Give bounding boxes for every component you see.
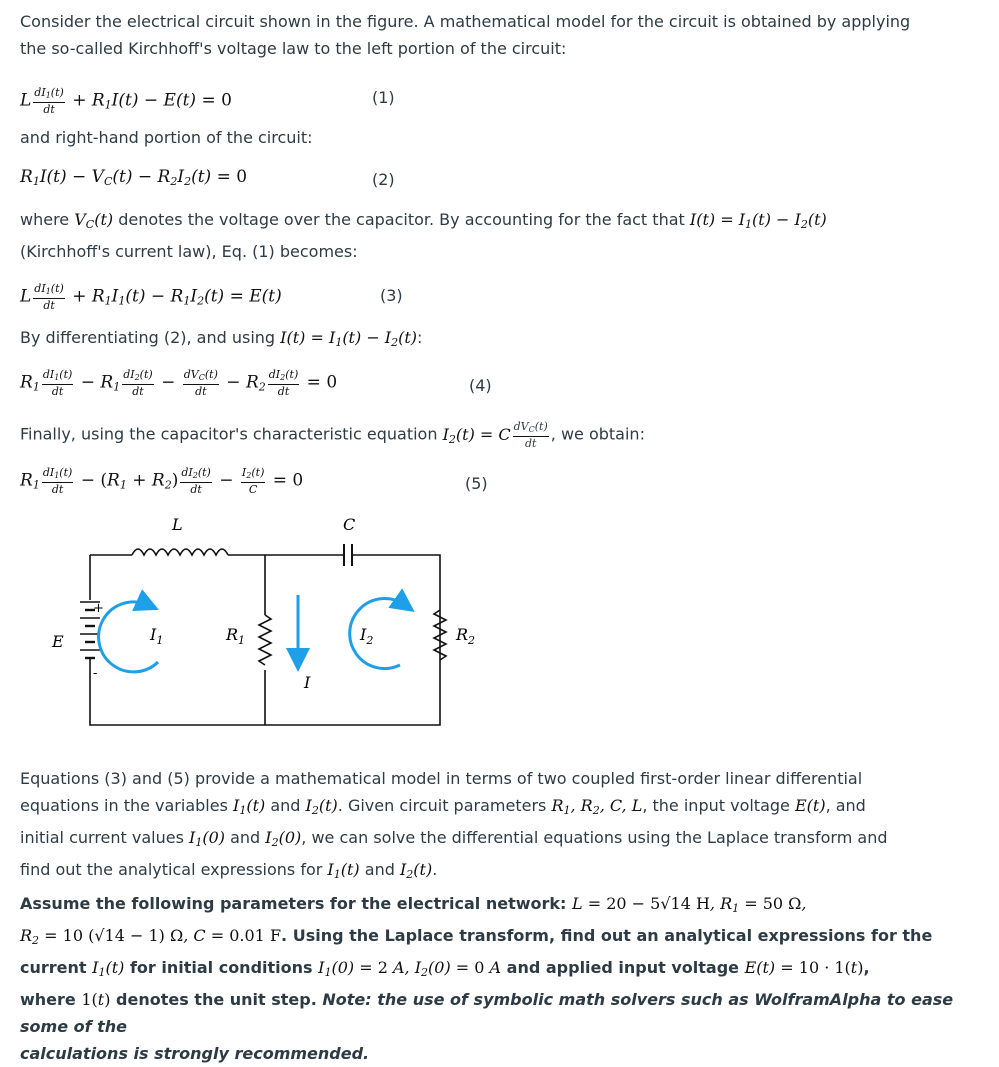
- problem-line-2: $R_2 = 10$ (√14 − 1) Ω, C = 0.01 F. Using the Laplace transform, find out an analytical expressions for the: [20, 926, 933, 947]
- differentiating-text: By differentiating (2), and using $I(t) = I_1(t) - I_2(t)$:: [20, 328, 423, 349]
- inductor: [132, 549, 228, 555]
- model-line-1: Equations (3) and (5) provide a mathematical model in terms of two coupled first-order linear differential: [20, 769, 863, 788]
- mesh-arrow-i2: [350, 599, 405, 669]
- equation-5: $R_1$ $\frac{dI_1(t)}{dt}$ − $(R_1 + R_2)$ $\frac{dI_2(t)}{dt}$ − $\frac{I_2(t)}{C}$ = 0: [20, 466, 304, 496]
- intro-line-1: Consider the electrical circuit shown in the figure. A mathematical model for the circuit is obtained by applying: [20, 12, 911, 31]
- label-minus: -: [93, 666, 98, 681]
- label-c: C: [343, 515, 356, 534]
- label-r2: $R_2$: [456, 625, 476, 647]
- finally-text: Finally, using the capacitor's characteristic equation $I_2(t) = C$ $\frac{dV_C(t)}{dt}$ , we obtain:: [20, 420, 645, 450]
- problem-statement: [20, 890, 980, 1067]
- problem-line-1: Assume the following parameters for the electrical network: L = 20 − 5√14 H, $R_1 = 50$ Ω,: [20, 894, 807, 915]
- equation-2: $R_1I(t) - V_C(t) - R_2I_2(t) = 0$: [20, 167, 248, 188]
- label-plus: +: [93, 601, 104, 616]
- intro-text: [20, 8, 980, 62]
- label-r1: $R_1$: [226, 625, 246, 647]
- model-line-2: equations in the variables $I_1(t)$ and $I_2(t)$. Given circuit parameters $R_1$, $R_2$, C, L, the input voltage E(t), and: [20, 796, 866, 817]
- label-i1: $I_1$: [150, 625, 164, 647]
- circuit-diagram: [0, 510, 999, 760]
- right-portion-text: and right-hand portion of the circuit:: [20, 128, 313, 147]
- label-e: E: [52, 632, 64, 651]
- label-i2: $I_2$: [360, 625, 374, 647]
- equation-4-number: (4): [469, 376, 492, 395]
- where-line-2: (Kirchhoff's current law), Eq. (1) becomes:: [20, 242, 358, 261]
- where-line-1: where $V_C(t)$ denotes the voltage over the capacitor. By accounting for the fact that $I(t) = I_1(t) - I_2(t)$: [20, 210, 827, 231]
- resistor-r1: [259, 615, 271, 665]
- equation-2-number: (2): [372, 170, 395, 189]
- equation-3-number: (3): [380, 286, 403, 305]
- capacitor: [344, 544, 352, 566]
- resistor-r2: [434, 610, 446, 660]
- intro-line-2: the so-called Kirchhoff's voltage law to the left portion of the circuit:: [20, 39, 567, 58]
- model-line-3: initial current values $I_1(0)$ and $I_2(0)$, we can solve the differential equations using the Laplace transform and: [20, 828, 888, 849]
- equation-5-number: (5): [465, 474, 488, 493]
- problem-line-3: current $I_1(t)$ for initial conditions $I_1(0) = 2$ A, $I_2(0) = 0$ A and applied input voltage E(t) = 10 · 1(t),: [20, 958, 870, 979]
- label-l: L: [172, 515, 183, 534]
- where-text: [20, 206, 980, 265]
- model-paragraph: [20, 765, 980, 888]
- equation-1-number: (1): [372, 88, 395, 107]
- equation-4: $R_1$ $\frac{dI_1(t)}{dt}$ − $R_1$ $\frac{dI_2(t)}{dt}$ − $\frac{dV_C(t)}{dt}$ − $R_2$ $\frac{dI_2(t)}{dt}$ = 0: [20, 368, 338, 398]
- equation-1: L $\frac{dI_1(t)}{dt}$ + $R_1I(t) - E(t) = 0$: [20, 86, 232, 116]
- problem-line-5: calculations is strongly recommended.: [20, 1044, 370, 1063]
- label-i: I: [304, 673, 311, 692]
- equation-3: L $\frac{dI_1(t)}{dt}$ + $R_1I_1(t) - R_1I_2(t) = E(t)$: [20, 282, 282, 312]
- problem-line-4: where 1(t) denotes the unit step. Note: the use of symbolic math solvers such as WolframAlpha to ease some of the: [20, 990, 954, 1036]
- model-line-4: find out the analytical expressions for $I_1(t)$ and $I_2(t)$.: [20, 860, 438, 881]
